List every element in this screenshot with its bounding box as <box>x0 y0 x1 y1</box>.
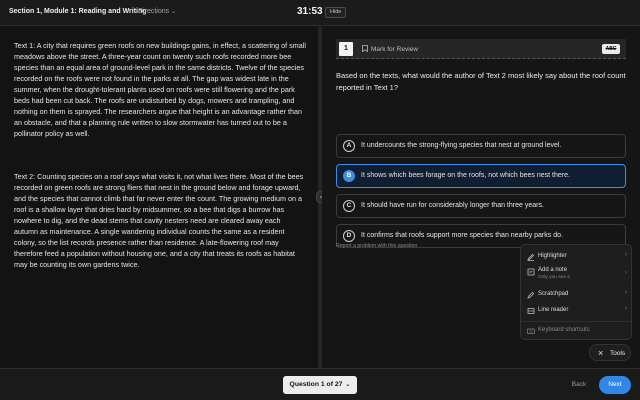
chevron-down-icon: ⌄ <box>345 382 351 388</box>
section-title: Section 1, Module 1: Reading and Writing <box>9 8 147 15</box>
tools-menu <box>520 244 632 340</box>
top-bar <box>0 0 640 26</box>
tool-scratchpad[interactable] <box>521 288 631 302</box>
choice-text: It should have run for considerably longer than three years. <box>361 202 544 209</box>
highlighter-icon <box>527 253 535 261</box>
pencil-icon <box>527 291 535 299</box>
chevron-down-icon: ⌄ <box>171 9 177 15</box>
choice-letter: B <box>343 170 355 182</box>
bookmark-icon <box>362 45 368 52</box>
directions-label: Directions <box>138 8 170 15</box>
tool-label: Line reader <box>538 307 569 313</box>
mark-for-review-button[interactable] <box>362 45 418 53</box>
choice-text: It undercounts the strong-flying species that nest at ground level. <box>361 142 562 149</box>
timer: 31:53 <box>297 6 323 17</box>
question-number: 1 <box>339 42 353 56</box>
tool-keyboard-shortcuts[interactable] <box>521 324 631 338</box>
answer-choice-c[interactable] <box>336 194 626 218</box>
line-reader-icon <box>527 307 535 315</box>
chevron-right-icon: › <box>625 252 627 258</box>
back-button[interactable]: Back <box>571 381 587 388</box>
tool-label: Scratchpad <box>538 291 569 297</box>
close-icon: × <box>598 348 604 358</box>
question-header-bar <box>336 39 626 59</box>
passage-text-2: Text 2: Counting species on a roof says what visits it, not what lives there. Most of the bees recorded on green roofs are strong fliers that nest in the ground below and forage upward, and the species that cannot climb that far never enter the count. The growing medium on a roof is a shallow layer that dries hard by midsummer, so a bee that digs a burrow has nowhere to dig, and the dead stems that cavity nesters need are cleared away each autumn as maintenance. A single wandering individual counts the same as a resident colony, so the list records presence rather than residence. A late-flowering roof may therefore feed a population without housing one, and a city that treats its roofs as habitat may be counting its own gardens twice. <box>14 172 304 269</box>
next-button[interactable]: Next <box>599 376 631 394</box>
choice-letter: A <box>343 140 355 152</box>
question-navigator-label: Question 1 of 27 <box>289 381 343 388</box>
mark-for-review-label: Mark for Review <box>371 46 418 53</box>
tool-line-reader[interactable] <box>521 304 631 318</box>
tool-label: Add a note <box>538 267 568 273</box>
keyboard-icon <box>527 327 535 335</box>
report-problem-link[interactable]: Report a problem with this question <box>336 243 418 249</box>
hide-timer-button[interactable]: Hide <box>325 7 346 18</box>
tools-label: Tools <box>610 349 626 357</box>
choice-text: It confirms that roofs support more species than nearby parks do. <box>361 232 563 239</box>
chevron-right-icon: › <box>625 270 627 276</box>
tool-add-note[interactable] <box>521 265 631 285</box>
note-icon <box>527 268 535 276</box>
chevron-right-icon: › <box>625 290 627 296</box>
tool-highlighter[interactable] <box>521 250 631 264</box>
tool-label: Highlighter <box>538 253 567 259</box>
bottom-bar <box>0 368 640 400</box>
answer-choice-a[interactable] <box>336 134 626 158</box>
passage-pane <box>0 27 318 368</box>
chevron-right-icon: › <box>625 306 627 312</box>
choice-letter: C <box>343 200 355 212</box>
tool-sublabel: Only you see it <box>538 275 570 280</box>
question-prompt: Based on the texts, what would the author of Text 2 most likely say about the roof count reported in Text 1? <box>336 71 626 92</box>
tool-label: Keyboard shortcuts <box>538 327 590 333</box>
passage-text-1: Text 1: A city that requires green roofs on new buildings gains, in effect, a scattering of small meadows above the street. A three-year count on twenty such roofs recorded more bee species than an equal area of ground-level park in the same districts. Twelve of the species recorded on the roofs were not found in the parks at all. The gap was widest late in the summer, when the drought-tolerant plants used on roofs were still flowering and the park beds had been cut back. The roofs are undisturbed by dogs, mowers and trampling, and nothing on them is sprayed. The researchers argue that height is an advantage rather than an obstacle, and that a planning rule written to slow stormwater has turned out to be a pollinator policy as well. <box>14 41 306 138</box>
choice-text: It shows which bees forage on the roofs, not which bees nest there. <box>361 172 570 179</box>
menu-divider <box>521 321 631 322</box>
answer-eliminator-button[interactable]: ABC <box>602 44 620 54</box>
choice-letter: D <box>343 230 355 242</box>
question-navigator-button[interactable] <box>283 376 357 394</box>
directions-button[interactable] <box>138 8 176 15</box>
tools-toggle-button[interactable] <box>589 344 631 361</box>
answer-choice-b[interactable] <box>336 164 626 188</box>
